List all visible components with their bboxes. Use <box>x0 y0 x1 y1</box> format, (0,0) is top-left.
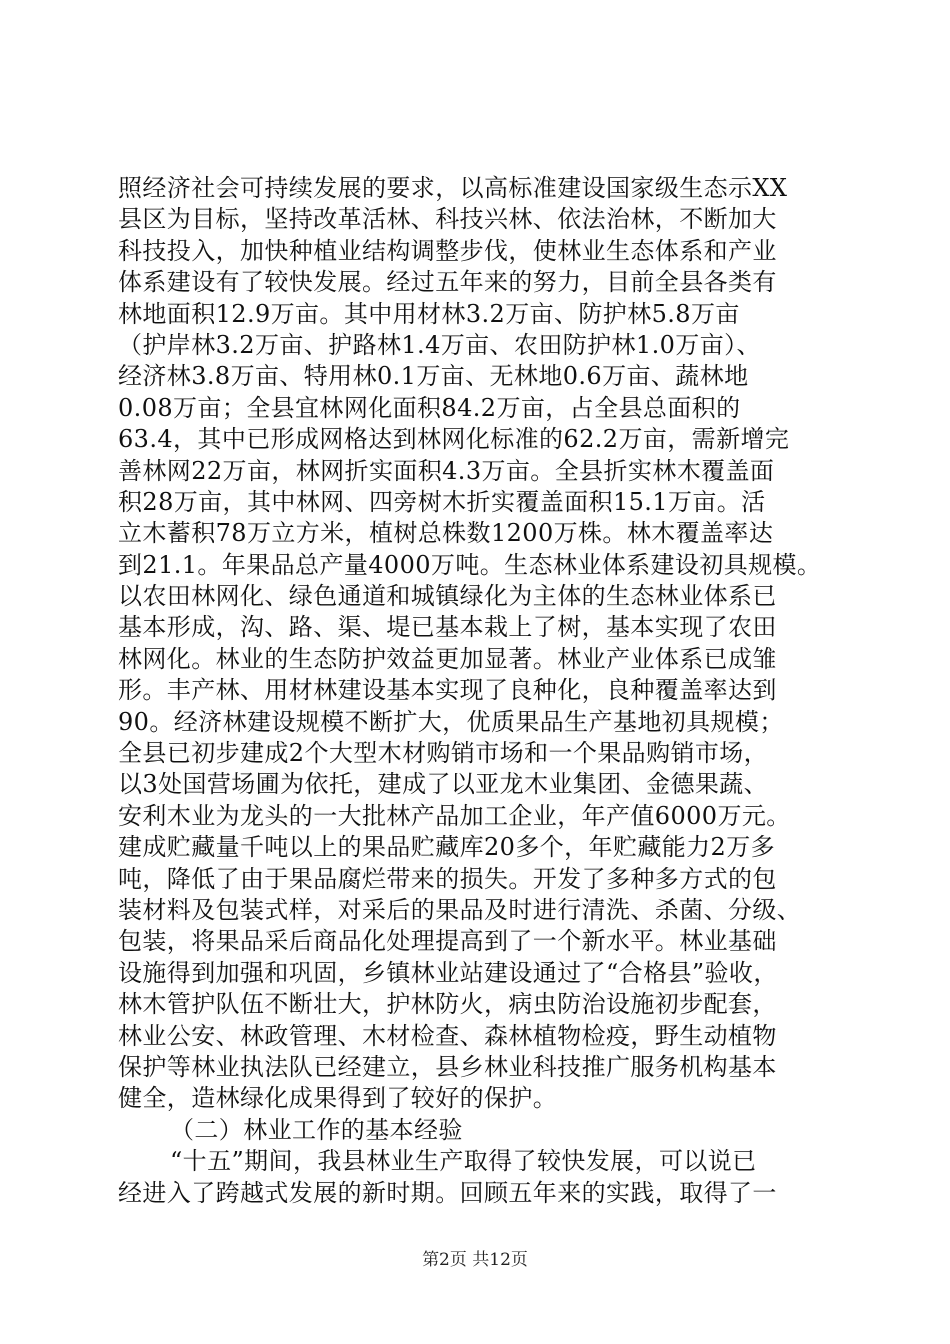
body-line: 经进入了跨越式发展的新时期。回顾五年来的实践，取得了一 <box>118 1178 777 1207</box>
body-line: 立木蓄积78万立方米，植树总株数1200万株。林木覆盖率达 <box>118 519 774 548</box>
section-heading: （二）林业工作的基本经验 <box>170 1115 463 1144</box>
body-line: 林地面积12.9万亩。其中用材林3.2万亩、防护林5.8万亩 <box>118 299 740 328</box>
body-line: 0.08万亩；全县宜林网化面积84.2万亩，占全县总面积的 <box>118 393 741 422</box>
body-line: 90。经济林建设规模不断扩大，优质果品生产基地初具规模； <box>118 707 784 736</box>
body-line: 林木管护队伍不断壮大，护林防火，病虫防治设施初步配套， <box>118 990 777 1019</box>
page-number-footer: 第2页 共12页 <box>422 1250 528 1270</box>
body-line: 以农田林网化、绿色通道和城镇绿化为主体的生态林业体系已 <box>118 582 777 611</box>
body-line: 县区为目标，坚持改革活林、科技兴林、依法治林，不断加大 <box>118 205 777 234</box>
body-line: 积28万亩，其中林网、四旁树木折实覆盖面积15.1万亩。活 <box>118 487 766 516</box>
body-line: （护岸林3.2万亩、护路林1.4万亩、农田防护林1.0万亩）、 <box>118 330 761 359</box>
body-line: 设施得到加强和巩固，乡镇林业站建设通过了“合格县”验收， <box>118 958 778 987</box>
body-line: 安利木业为龙头的一大批林产品加工企业，年产值6000万元。 <box>118 801 791 830</box>
body-line: 吨，降低了由于果品腐烂带来的损失。开发了多种多方式的包 <box>118 864 777 893</box>
body-line: 全县已初步建成2个大型木材购销市场和一个果品购销市场， <box>118 739 769 768</box>
document-body <box>118 173 838 1209</box>
body-line: 基本形成，沟、路、渠、堤已基本栽上了树，基本实现了农田 <box>118 613 777 642</box>
body-line: 包装，将果品采后商品化处理提高到了一个新水平。林业基础 <box>118 927 777 956</box>
body-line: 装材料及包装式样，对采后的果品及时进行清洗、杀菌、分级、 <box>118 895 802 924</box>
body-line: 以3处国营场圃为依托，建成了以亚龙木业集团、金德果蔬、 <box>118 770 769 799</box>
body-line: 照经济社会可持续发展的要求，以高标准建设国家级生态示XX <box>118 174 788 202</box>
body-line: 63.4，其中已形成网格达到林网化标准的62.2万亩，需新增完 <box>118 425 790 454</box>
body-line: 保护等林业执法队已经建立，县乡林业科技推广服务机构基本 <box>118 1052 777 1081</box>
body-line: 经济林3.8万亩、特用林0.1万亩、无林地0.6万亩、蔬林地 <box>118 362 749 391</box>
body-line: 体系建设有了较快发展。经过五年来的努力，目前全县各类有 <box>118 268 777 297</box>
body-line: “十五”期间，我县林业生产取得了较快发展，可以说已 <box>170 1147 757 1176</box>
body-line: 林网化。林业的生态防护效益更加显著。林业产业体系已成雏 <box>118 644 777 673</box>
body-line: 健全，造林绿化成果得到了较好的保护。 <box>118 1084 558 1113</box>
body-line: 到21.1。年果品总产量4000万吨。生态林业体系建设初具规模。 <box>118 550 822 579</box>
body-line: 林业公安、林政管理、木材检查、森林植物检疫，野生动植物 <box>118 1021 777 1050</box>
body-line: 建成贮藏量千吨以上的果品贮藏库20多个，年贮藏能力2万多 <box>118 833 776 862</box>
body-line: 形。丰产林、用材林建设基本实现了良种化，良种覆盖率达到 <box>118 676 777 705</box>
body-line: 善林网22万亩，林网折实面积4.3万亩。全县折实林木覆盖面 <box>118 456 775 485</box>
body-line: 科技投入，加快种植业结构调整步伐，使林业生态体系和产业 <box>118 236 777 265</box>
